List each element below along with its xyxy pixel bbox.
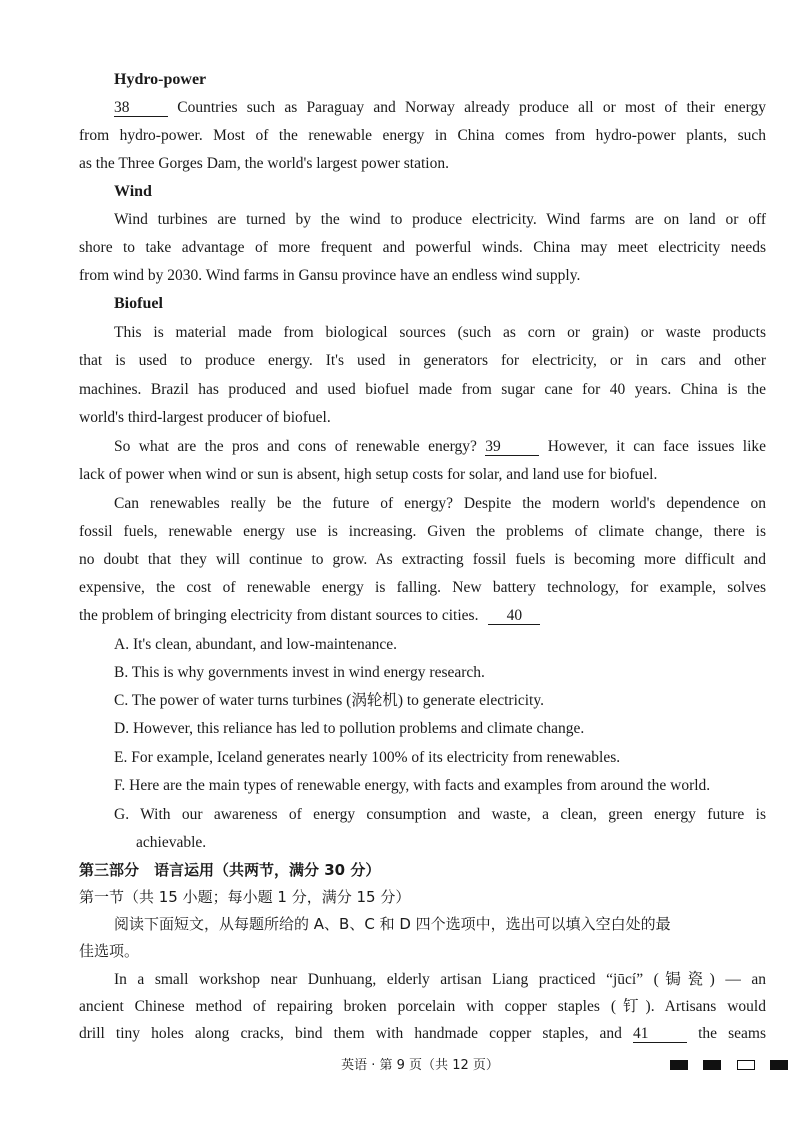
option-g-continued: achievable.: [136, 834, 207, 851]
biofuel-line-4: world's third-largest producer of biofuel.: [79, 409, 331, 426]
option-a: A. It's clean, abundant, and low-maintenance.: [114, 636, 397, 653]
part3-instruction-2: 佳选项。: [79, 942, 140, 960]
page-mark-filled-2: [703, 1060, 721, 1070]
wind-line-1: Wind turbines are turned by the wind to produce electricity. Wind farms are on land or off: [114, 211, 766, 228]
future-line-2: fossil fuels, renewable energy use is increasing. Given the problems of climate change, there is: [79, 523, 766, 540]
answer-blank-41[interactable]: 41: [633, 1025, 687, 1043]
cloze-line-1: In a small workshop near Dunhuang, elderly artisan Liang practiced “jūcí” (锔瓷) — an: [114, 971, 766, 988]
future-line-4: expensive, the cost of renewable energy is falling. New battery technology, for example, solves: [79, 579, 766, 596]
future-line-5: the problem of bringing electricity from distant sources to cities. 40: [79, 606, 540, 626]
biofuel-line-3: machines. Brazil has produced and used biofuel made from sugar cane for 40 years. China is the: [79, 381, 766, 398]
page-mark-filled-3: [770, 1060, 788, 1070]
hydro-line-1: 38 Countries such as Paraguay and Norway already produce all or most of their energy: [114, 99, 766, 116]
future-line-3: no doubt that they will continue to grow. As extracting fossil fuels is becoming more difficult and: [79, 551, 766, 568]
section-heading-hydro: Hydro-power: [114, 71, 207, 88]
hydro-line-2: from hydro-power. Most of the renewable energy in China comes from hydro-power plants, such: [79, 127, 766, 144]
wind-line-3: from wind by 2030. Wind farms in Gansu province have an endless wind supply.: [79, 267, 581, 284]
part3-title: 第三部分 语言运用（共两节，满分 30 分）: [79, 861, 381, 879]
pros-line-2: lack of power when wind or sun is absent, high setup costs for solar, and land use for biofuel.: [79, 466, 658, 483]
biofuel-line-1: This is material made from biological sources (such as corn or grain) or waste products: [114, 324, 766, 341]
option-g: G. With our awareness of energy consumption and waste, a clean, green energy future is: [114, 806, 766, 823]
answer-blank-38[interactable]: 38: [114, 99, 168, 117]
cloze-line-3: drill tiny holes along cracks, bind them with handmade copper staples, and 41 the seams: [79, 1025, 767, 1042]
section-heading-wind: Wind: [114, 183, 152, 200]
page-footer: 英语 · 第 9 页（共 12 页）: [341, 1058, 499, 1073]
answer-blank-40[interactable]: 40: [488, 607, 540, 625]
section-heading-biofuel: Biofuel: [114, 295, 163, 312]
biofuel-line-2: that is used to produce energy. It's used in generators for electricity, or in cars and other: [79, 352, 766, 369]
page-mark-filled-1: [670, 1060, 688, 1070]
pros-line-1: So what are the pros and cons of renewable energy? 39 However, it can face issues like: [114, 438, 767, 455]
option-e: E. For example, Iceland generates nearly 100% of its electricity from renewables.: [114, 749, 621, 766]
page-mark-hollow: [737, 1060, 755, 1070]
option-b: B. This is why governments invest in wind energy research.: [114, 664, 485, 681]
part3-section1: 第一节（共 15 小题；每小题 1 分，满分 15 分）: [79, 888, 411, 906]
part3-instruction-1: 阅读下面短文，从每题所给的 A、B、C 和 D 四个选项中，选出可以填入空白处的最: [114, 915, 671, 933]
future-line-1: Can renewables really be the future of energy? Despite the modern world's dependence on: [114, 495, 766, 512]
option-c: C. The power of water turns turbines (涡轮机) to generate electricity.: [114, 692, 544, 709]
option-f: F. Here are the main types of renewable energy, with facts and examples from around the world.: [114, 777, 711, 794]
hydro-line-3: as the Three Gorges Dam, the world's largest power station.: [79, 155, 449, 172]
cloze-line-2: ancient Chinese method of repairing broken porcelain with copper staples (钉). Artisans would: [79, 998, 766, 1015]
wind-line-2: shore to take advantage of more frequent and powerful winds. China may meet electricity needs: [79, 239, 766, 256]
answer-blank-39[interactable]: 39: [485, 438, 539, 456]
option-d: D. However, this reliance has led to pollution problems and climate change.: [114, 720, 585, 737]
